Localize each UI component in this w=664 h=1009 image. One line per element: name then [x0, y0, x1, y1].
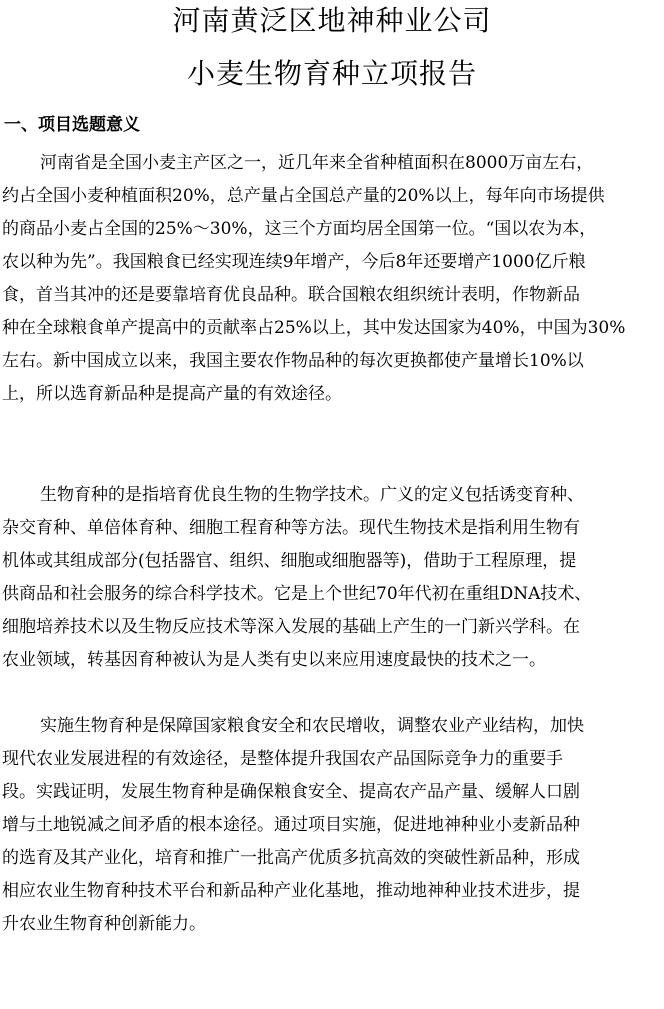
paragraph-line: 实施生物育种是保障国家粮食安全和农民增收，调整农业产业结构，加快	[40, 716, 584, 736]
section-heading: 一、项目选题意义	[4, 115, 140, 135]
paragraph-line: 细胞培养技术以及生物反应技术等深入发展的基础上产生的一门新兴学科。在	[2, 617, 580, 637]
paragraph-2	[2, 479, 664, 677]
paragraph-line: 食，首当其冲的还是要靠培育优良品种。联合国粮农组织统计表明，作物新品	[2, 285, 580, 305]
paragraph-line: 种在全球粮食单产提高中的贡献率占25%以上，其中发达国家为40%，中国为30%	[2, 318, 626, 338]
paragraph-line: 左右。新中国成立以来，我国主要农作物品种的每次更换都使产量增长10%以	[2, 351, 584, 371]
paragraph-1	[2, 147, 664, 411]
paragraph-line: 约占全国小麦种植面积20%，总产量占全国总产量的20%以上，每年向市场提供	[2, 186, 605, 206]
document-title-company: 河南黄泛区地神种业公司	[172, 4, 492, 37]
paragraph-line: 供商品和社会服务的综合科学技术。它是上个世纪70年代初在重组DNA技术、	[2, 584, 592, 604]
paragraph-line: 农业领域，转基因育种被认为是人类有史以来应用速度最快的技术之一。	[2, 650, 546, 670]
paragraph-line: 生物育种的是指培育优良生物的生物学技术。广义的定义包括诱变育种、	[40, 485, 584, 505]
paragraph-line: 机体或其组成部分(包括器官、组织、细胞或细胞器等)，借助于工程原理，提	[2, 551, 577, 571]
paragraph-line: 段。实践证明，发展生物育种是确保粮食安全、提高农产品产量、缓解人口剧	[2, 782, 580, 802]
paragraph-3	[2, 710, 664, 941]
paragraph-line: 上，所以选育新品种是提高产量的有效途径。	[2, 384, 342, 404]
paragraph-line: 的选育及其产业化，培育和推广一批高产优质多抗高效的突破性新品种，形成	[2, 848, 580, 868]
paragraph-line: 河南省是全国小麦主产区之一，近几年来全省种植面积在8000万亩左右，	[40, 153, 594, 173]
paragraph-line: 的商品小麦占全国的25%～30%，这三个方面均居全国第一位。“国以农为本，	[2, 219, 597, 239]
paragraph-line: 农以种为先”。我国粮食已经实现连续9年增产，今后8年还要增产1000亿斤粮	[2, 252, 586, 272]
paragraph-line: 增与土地锐减之间矛盾的根本途径。通过项目实施，促进地神种业小麦新品种	[2, 815, 580, 835]
paragraph-line: 相应农业生物育种技术平台和新品种产业化基地，推动地神种业技术进步，提	[2, 881, 580, 901]
paragraph-line: 现代农业发展进程的有效途径，是整体提升我国农产品国际竞争力的重要手	[2, 749, 563, 769]
document-title-report: 小麦生物育种立项报告	[186, 57, 477, 90]
paragraph-line: 杂交育种、单倍体育种、细胞工程育种等方法。现代生物技术是指利用生物有	[2, 518, 580, 538]
paragraph-line: 升农业生物育种创新能力。	[2, 914, 206, 934]
